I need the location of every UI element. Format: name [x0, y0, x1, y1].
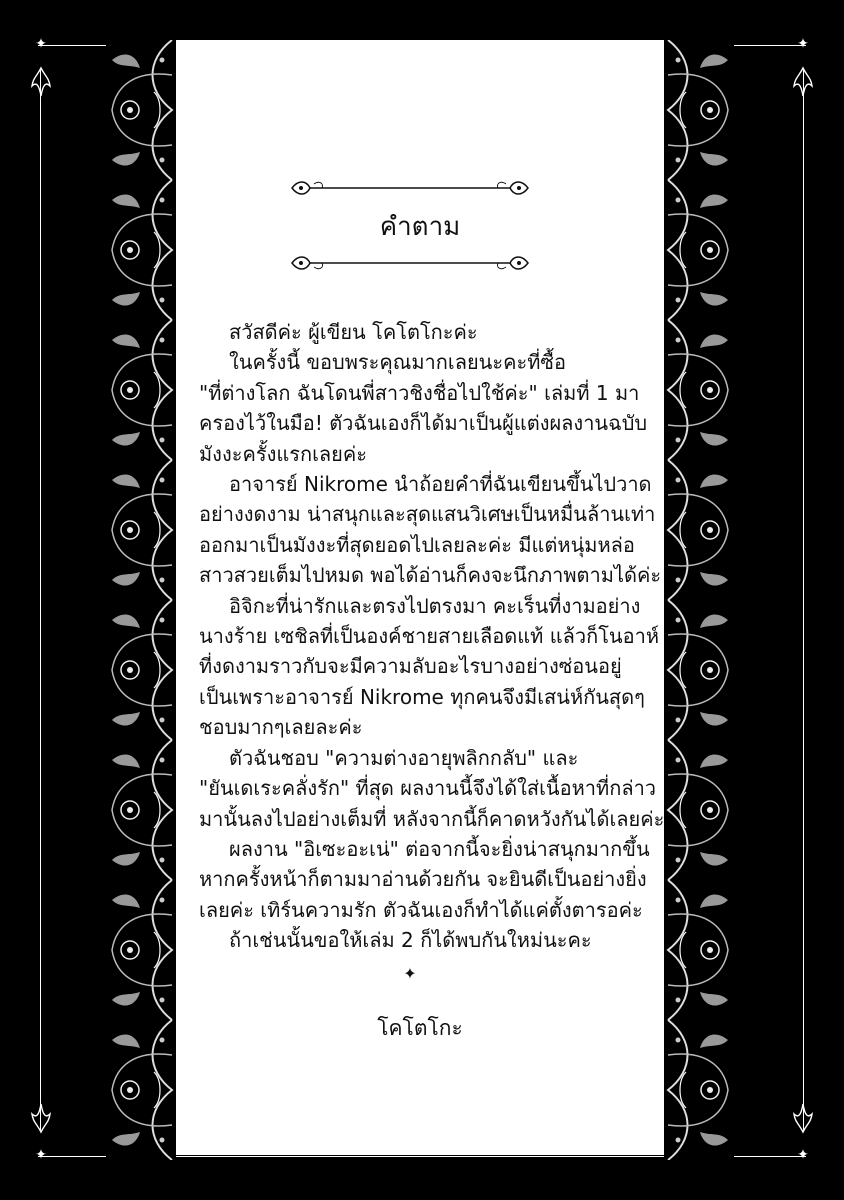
- body-line: ชอบมากๆเลยละค่ะ: [199, 715, 363, 740]
- corner-star-icon-bl: ✦: [35, 1147, 47, 1163]
- fleur-icon-tr: [792, 66, 814, 100]
- body-line: ถ้าเช่นนั้นขอให้เล่ม 2 ก็ได้พบกันใหม่นะคะ: [229, 928, 592, 953]
- frame-line-left: [40, 70, 41, 1130]
- corner-star-icon-tr: ✦: [797, 36, 809, 52]
- fleur-icon-tl: [30, 66, 52, 100]
- body-line: สวัสดีค่ะ ผู้เขียน โคโตโกะค่ะ: [229, 320, 478, 344]
- flourish-divider-icon-bottom: [288, 251, 532, 275]
- body-line: ตัวฉันชอบ "ความต่างอายุพลิกกลับ" และ: [229, 745, 579, 770]
- arabesque-border-icon-left: [106, 40, 176, 1160]
- body-line: สาวสวยเต็มไปหมด พอได้อ่านก็คงจะนึกภาพตามได้ค่ะ: [199, 563, 662, 588]
- body-line: นางร้าย เซชิลที่เป็นองค์ชายสายเลือดแท้ แล้วก็โนอาห์: [199, 624, 660, 649]
- body-line: เป็นเพราะอาจารย์ Nikrome ทุกคนจึงมีเสน่ห์กันสุดๆ: [199, 684, 645, 709]
- body-line: อย่างงดงาม น่าสนุกและสุดแสนวิเศษเป็นหมื่นล้านเท่า: [199, 502, 656, 527]
- body-line: มังงะครั้งแรกเลยค่ะ: [199, 441, 368, 466]
- fleur-icon-bl: [30, 1100, 52, 1134]
- body-line: ในครั้งนี้ ขอบพระคุณมากเลยนะคะที่ซื้อ: [229, 350, 566, 375]
- body-line: ออกมาเป็นมังงะที่สุดยอดไปเลยละค่ะ มีแต่หนุ่มหล่อ: [199, 532, 635, 557]
- author-signature: โคโตโกะ: [377, 1016, 463, 1040]
- body-line: อิจิกะที่น่ารักและตรงไปตรงมา คะเร็นที่งามอย่าง: [229, 593, 641, 618]
- star-separator-icon: ✦: [403, 964, 417, 983]
- fleur-icon-br: [792, 1100, 814, 1134]
- body-line: เลยค่ะ เทิร์นความรัก ตัวฉันเองก็ทำได้แค่ตั้งตารอค่ะ: [199, 897, 643, 922]
- body-line: "ที่ต่างโลก ฉันโดนพี่สาวชิงชื่อไปใช้ค่ะ" เล่มที่ 1 มา: [199, 380, 640, 405]
- afterword-body: [199, 317, 665, 956]
- body-line: ผลงาน "อิเซะอะเน่" ต่อจากนี้จะยิ่งน่าสนุกมากขึ้น: [229, 836, 650, 861]
- body-line: ครองไว้ในมือ! ตัวฉันเองก็ได้มาเป็นผู้แต่งผลงานฉบับ: [199, 411, 648, 436]
- body-line: อาจารย์ Nikrome นำถ้อยคำที่ฉันเขียนขึ้นไปวาด: [229, 472, 652, 497]
- body-line: "ยันเดเระคลั่งรัก" ที่สุด ผลงานนี้จึงได้ใส่เนื้อหาที่กล่าว: [199, 776, 657, 801]
- arabesque-border-icon-right: [664, 40, 734, 1160]
- corner-star-icon-tl: ✦: [35, 36, 47, 52]
- body-line: หากครั้งหน้าก็ตามมาอ่านด้วยกัน จะยินดีเป็นอย่างยิ่ง: [199, 867, 647, 892]
- corner-star-icon-br: ✦: [797, 1147, 809, 1163]
- body-line: ที่งดงามราวกับจะมีความลับอะไรบางอย่างซ่อนอยู่: [199, 654, 622, 679]
- flourish-divider-icon-top: [288, 176, 532, 200]
- page-heading: คำตาม: [379, 212, 461, 242]
- body-line: มานั้นลงไปอย่างเต็มที่ หลังจากนี้ก็คาดหวังกันได้เลยค่ะ: [199, 806, 665, 831]
- frame-line-right: [803, 70, 804, 1130]
